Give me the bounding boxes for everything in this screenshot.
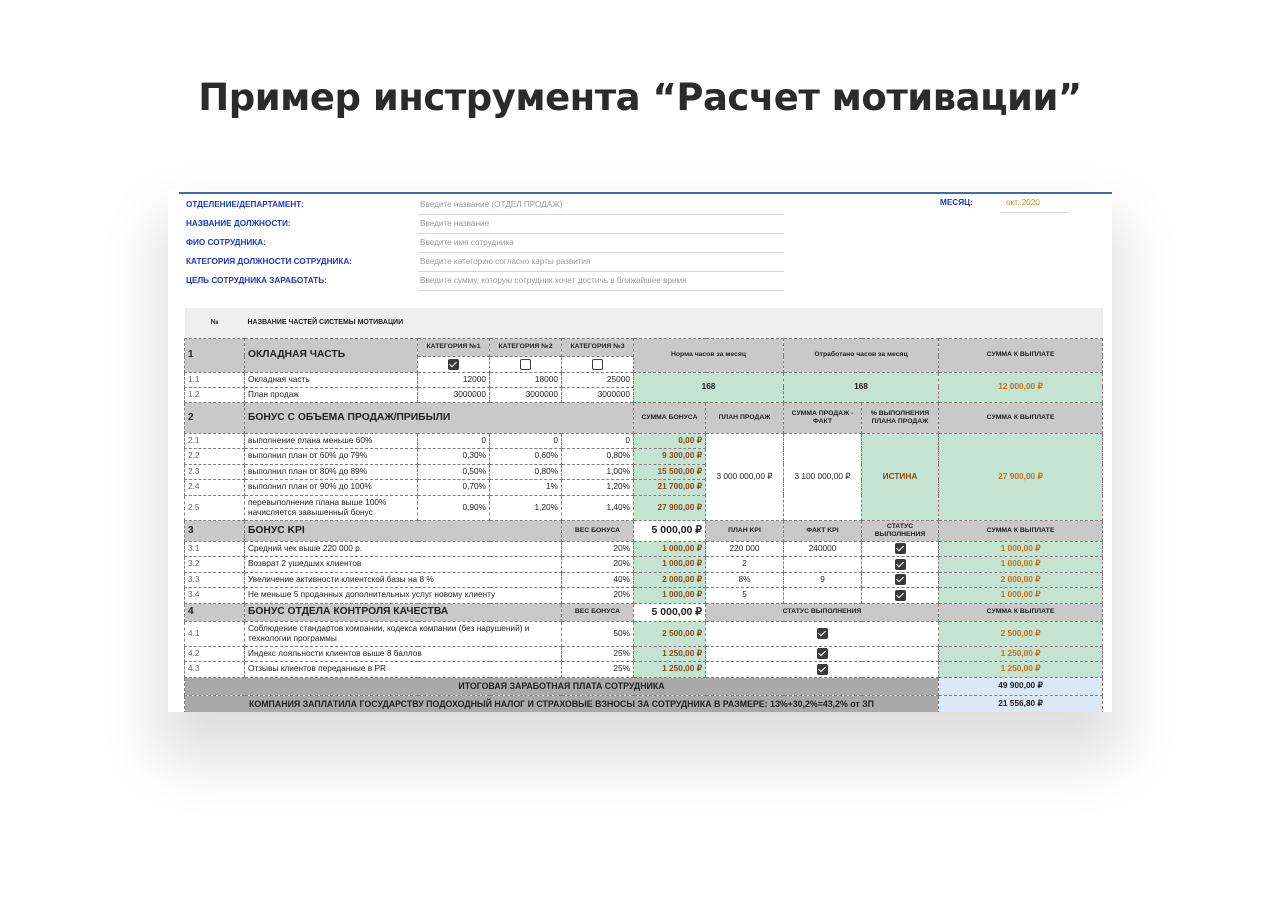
kpi-plan[interactable]: 220 000 [706,541,784,557]
goal-value: Введите сумму, которую сотрудник хочет достичь в ближайшее время [420,276,687,285]
caption-name: НАЗВАНИЕ ЧАСТЕЙ СИСТЕМЫ МОТИВАЦИИ [245,308,1103,338]
sales-plan-header: ПЛАН ПРОДАЖ [706,402,784,433]
kpi-fact[interactable] [784,588,862,604]
quality-status-checkbox[interactable] [817,664,828,675]
row-name: Соблюдение стандартов компании, кодекса компании (без нарушений) и технологии программы [245,621,562,646]
category-3-header: КАТЕГОРИЯ №3 [562,338,634,356]
cell-cat3[interactable]: 0,80% [562,449,634,465]
row-name: выполнил план от 90% до 100% [245,480,418,496]
kpi-status-cell [862,588,939,604]
section-4-num: 4 [185,603,245,621]
bonus-sum: 1 250,00 ₽ [634,662,706,678]
kpi-plan[interactable]: 8% [706,572,784,588]
section-3-weight-header: ВЕС БОНУСА [562,520,634,541]
bonus-sum-header: СУММА БОНУСА [634,402,706,433]
row-name: План продаж [245,387,418,402]
kpi-status-checkbox[interactable] [895,590,906,601]
sales-plan-value[interactable]: 3 000 000,00 ₽ [706,433,784,520]
row-name: выполнил план от 60% до 79% [245,449,418,465]
cell-weight[interactable]: 20% [562,588,634,604]
category-2-header: КАТЕГОРИЯ №2 [490,338,562,356]
position-field[interactable] [418,215,784,234]
employee-label: ФИО СОТРУДНИКА: [186,238,266,247]
position-label: НАЗВАНИЕ ДОЛЖНОСТИ: [186,219,291,228]
quality-status-cell [706,621,939,646]
section-4-bonus-total[interactable]: 5 000,00 ₽ [634,603,706,621]
bonus-sum: 2 500,00 ₽ [634,621,706,646]
cell-cat2[interactable]: 1% [490,480,562,496]
row-num: 2.1 [185,433,245,449]
section-2-payout: 27 900,00 ₽ [939,433,1103,520]
month-label: МЕСЯЦ: [940,198,973,207]
row-name: выполнил план от 80% до 89% [245,464,418,480]
cell-cat3[interactable]: 0 [562,433,634,449]
table-row [185,433,1103,449]
section-3-bonus-total[interactable]: 5 000,00 ₽ [634,520,706,541]
row-name: Возврат 2 ушедших клиентов [245,557,562,573]
section-1-num: 1 [185,338,245,372]
cell-cat2[interactable]: 3000000 [490,387,562,402]
employee-field[interactable] [418,234,784,253]
row-payout: 2 000,00 ₽ [939,572,1103,588]
quality-status-checkbox[interactable] [817,648,828,659]
row-num: 1.1 [185,372,245,387]
section-1-title: ОКЛАДНАЯ ЧАСТЬ [245,338,418,372]
info-row-position [184,215,784,234]
info-row-goal [184,272,784,291]
bonus-sum: 0,00 ₽ [634,433,706,449]
section-2-payout-header: СУММА К ВЫПЛАТЕ [939,402,1103,433]
department-value: Введите название (ОТДЕЛ ПРОДАЖ) [420,200,563,209]
month-field[interactable] [1000,194,1068,213]
section-3-num: 3 [185,520,245,541]
total-value: 49 900,00 ₽ [939,677,1103,695]
row-num: 2.2 [185,449,245,465]
cell-cat1[interactable]: 12000 [418,372,490,387]
section-3-header [185,520,1103,541]
section-3-title: БОНУС KPI [245,520,562,541]
section-1-payout-header: СУММА К ВЫПЛАТЕ [939,338,1103,372]
row-name: Средний чек выше 220 000 р. [245,541,562,557]
row-name: выполнение плана меньше 60% [245,433,418,449]
row-payout: 1 000,00 ₽ [939,541,1103,557]
kpi-status-header: СТАТУС ВЫПОЛНЕНИЯ [862,520,939,541]
table-row [185,588,1103,604]
sales-fact-value[interactable]: 3 100 000,00 ₽ [784,433,862,520]
cell-weight[interactable]: 40% [562,572,634,588]
cell-cat2[interactable]: 0,60% [490,449,562,465]
row-num: 4.1 [185,621,245,646]
cell-weight[interactable]: 20% [562,541,634,557]
bonus-sum: 21 700,00 ₽ [634,480,706,496]
cell-cat3[interactable]: 1,00% [562,464,634,480]
bonus-sum: 1 000,00 ₽ [634,588,706,604]
kpi-status-checkbox[interactable] [895,574,906,585]
table-caption-row [185,308,1103,338]
category-value: Введите категорию согласно карты развития [420,257,591,266]
cell-weight[interactable]: 50% [562,621,634,646]
category-2-checkbox[interactable] [520,359,531,370]
table-row [185,662,1103,678]
row-name: Индекс лояльности клиентов выше 8 баллов [245,646,562,662]
table-row [185,646,1103,662]
cell-cat3[interactable]: 1,20% [562,480,634,496]
category-1-header: КАТЕГОРИЯ №1 [418,338,490,356]
section-4-payout-header: СУММА К ВЫПЛАТЕ [939,603,1103,621]
goal-field[interactable] [418,272,784,291]
cell-cat2[interactable]: 1,20% [490,495,562,520]
table-row [185,372,1103,387]
kpi-fact[interactable]: 9 [784,572,862,588]
plan-percent-header: % ВЫПОЛНЕНИЯ ПЛАНА ПРОДАЖ [862,402,939,433]
table-row [185,557,1103,573]
bonus-sum: 1 000,00 ₽ [634,541,706,557]
row-num: 2.3 [185,464,245,480]
row-name: Не меньше 5 проданных дополнительных услуг новому клиенту [245,588,562,604]
employee-value: Введите имя сотрудника [420,238,514,247]
row-name: перевыполнение плана выше 100% начисляется завышенный бонус [245,495,418,520]
row-payout: 1 000,00 ₽ [939,588,1103,604]
cell-cat1[interactable]: 0,50% [418,464,490,480]
motivation-table [184,308,1103,712]
section-1-payout: 12 000,00 ₽ [939,372,1103,402]
cell-cat2[interactable]: 0 [490,433,562,449]
row-name: Увеличение активности клиентской базы на 8 % [245,572,562,588]
table-row [185,572,1103,588]
caption-num: № [185,308,245,338]
hours-worked-value[interactable]: 168 [784,372,939,402]
info-row-category [184,253,784,272]
section-4-header [185,603,1103,621]
category-1-checkbox[interactable] [448,359,459,370]
bonus-sum: 15 500,00 ₽ [634,464,706,480]
kpi-fact[interactable] [784,557,862,573]
row-num: 3.4 [185,588,245,604]
info-row-employee [184,234,784,253]
row-payout: 2 500,00 ₽ [939,621,1103,646]
sales-fact-header: СУММА ПРОДАЖ - ФАКТ [784,402,862,433]
hours-norm-value[interactable]: 168 [634,372,784,402]
bonus-sum: 27 900,00 ₽ [634,495,706,520]
kpi-status-cell [862,557,939,573]
row-num: 3.3 [185,572,245,588]
category-1-checkbox-cell [418,356,490,372]
plan-percent-value: ИСТИНА [862,433,939,520]
row-num: 2.4 [185,480,245,496]
quality-status-cell [706,646,939,662]
row-num: 2.5 [185,495,245,520]
section-1-header [185,338,1103,356]
bonus-sum: 9 300,00 ₽ [634,449,706,465]
total-row [185,677,1103,695]
info-row-department [184,196,784,215]
row-name: Отзывы клиентов переданные в PR [245,662,562,678]
row-num: 3.2 [185,557,245,573]
row-num: 1.2 [185,387,245,402]
section-4-title: БОНУС ОТДЕЛА КОНТРОЛЯ КАЧЕСТВА [245,603,562,621]
cell-cat3[interactable]: 3000000 [562,387,634,402]
hours-worked-header: Отработано часов за месяц [784,338,939,372]
bonus-sum: 1 000,00 ₽ [634,557,706,573]
month-value: окт..2020 [1006,198,1040,207]
row-payout: 1 250,00 ₽ [939,646,1103,662]
hours-norm-header: Норма часов за месяц [634,338,784,372]
cell-cat3[interactable]: 25000 [562,372,634,387]
quality-status-cell [706,662,939,678]
cell-cat1[interactable]: 0,90% [418,495,490,520]
position-value: Введите название [420,219,490,228]
cell-weight[interactable]: 25% [562,646,634,662]
row-num: 3.1 [185,541,245,557]
cell-cat1[interactable]: 0,70% [418,480,490,496]
row-num: 4.3 [185,662,245,678]
row-name: Окладная часть [245,372,418,387]
cell-cat1[interactable]: 0,30% [418,449,490,465]
cell-weight[interactable]: 25% [562,662,634,678]
section-4-weight-header: ВЕС БОНУСА [562,603,634,621]
section-2-title: БОНУС С ОБЪЕМА ПРОДАЖ/ПРИБЫЛИ [245,402,634,433]
page-title: Пример инструмента “Расчет мотивации” [198,76,1082,119]
row-payout: 1 000,00 ₽ [939,557,1103,573]
tax-value: 21 556,80 ₽ [939,695,1103,712]
section-3-payout-header: СУММА К ВЫПЛАТЕ [939,520,1103,541]
bonus-sum: 1 250,00 ₽ [634,646,706,662]
category-2-checkbox-cell [490,356,562,372]
category-3-checkbox-cell [562,356,634,372]
cell-cat1[interactable]: 3000000 [418,387,490,402]
section-2-header [185,402,1103,433]
kpi-status-checkbox[interactable] [895,559,906,570]
tax-label: КОМПАНИЯ ЗАПЛАТИЛА ГОСУДАРСТВУ ПОДОХОДНЫЙ НАЛОГ И СТРАХОВЫЕ ВЗНОСЫ ЗА СОТРУДНИКА В РАЗМЕРЕ: 13%+30,2%=43,2% от ЗП [185,695,939,712]
quality-status-checkbox[interactable] [817,628,828,639]
cell-weight[interactable]: 20% [562,557,634,573]
section-2-num: 2 [185,402,245,433]
cell-cat1[interactable]: 0 [418,433,490,449]
table-row [185,541,1103,557]
kpi-status-checkbox[interactable] [895,543,906,554]
goal-label: ЦЕЛЬ СОТРУДНИКА ЗАРАБОТАТЬ: [186,276,327,285]
row-payout: 1 250,00 ₽ [939,662,1103,678]
category-label: КАТЕГОРИЯ ДОЛЖНОСТИ СОТРУДНИКА: [186,257,353,266]
kpi-status-cell [862,541,939,557]
cell-cat2[interactable]: 18000 [490,372,562,387]
category-field[interactable] [418,253,784,272]
kpi-status-cell [862,572,939,588]
kpi-fact-header: ФАКТ KPI [784,520,862,541]
row-num: 4.2 [185,646,245,662]
kpi-plan-header: ПЛАН KPI [706,520,784,541]
department-label: ОТДЕЛЕНИЕ/ДЕПАРТАМЕНТ: [186,200,304,209]
category-3-checkbox[interactable] [592,359,603,370]
top-divider [179,192,1112,194]
kpi-plan[interactable]: 2 [706,557,784,573]
tax-row [185,695,1103,712]
kpi-plan[interactable]: 5 [706,588,784,604]
cell-cat3[interactable]: 1,40% [562,495,634,520]
kpi-fact[interactable]: 240000 [784,541,862,557]
bonus-sum: 2 000,00 ₽ [634,572,706,588]
quality-status-header: СТАТУС ВЫПОЛНЕНИЯ [706,603,939,621]
cell-cat2[interactable]: 0,80% [490,464,562,480]
table-row [185,621,1103,646]
spreadsheet [168,190,1112,712]
total-label: ИТОГОВАЯ ЗАРАБОТНАЯ ПЛАТА СОТРУДНИКА [185,677,939,695]
department-field[interactable] [418,196,784,215]
